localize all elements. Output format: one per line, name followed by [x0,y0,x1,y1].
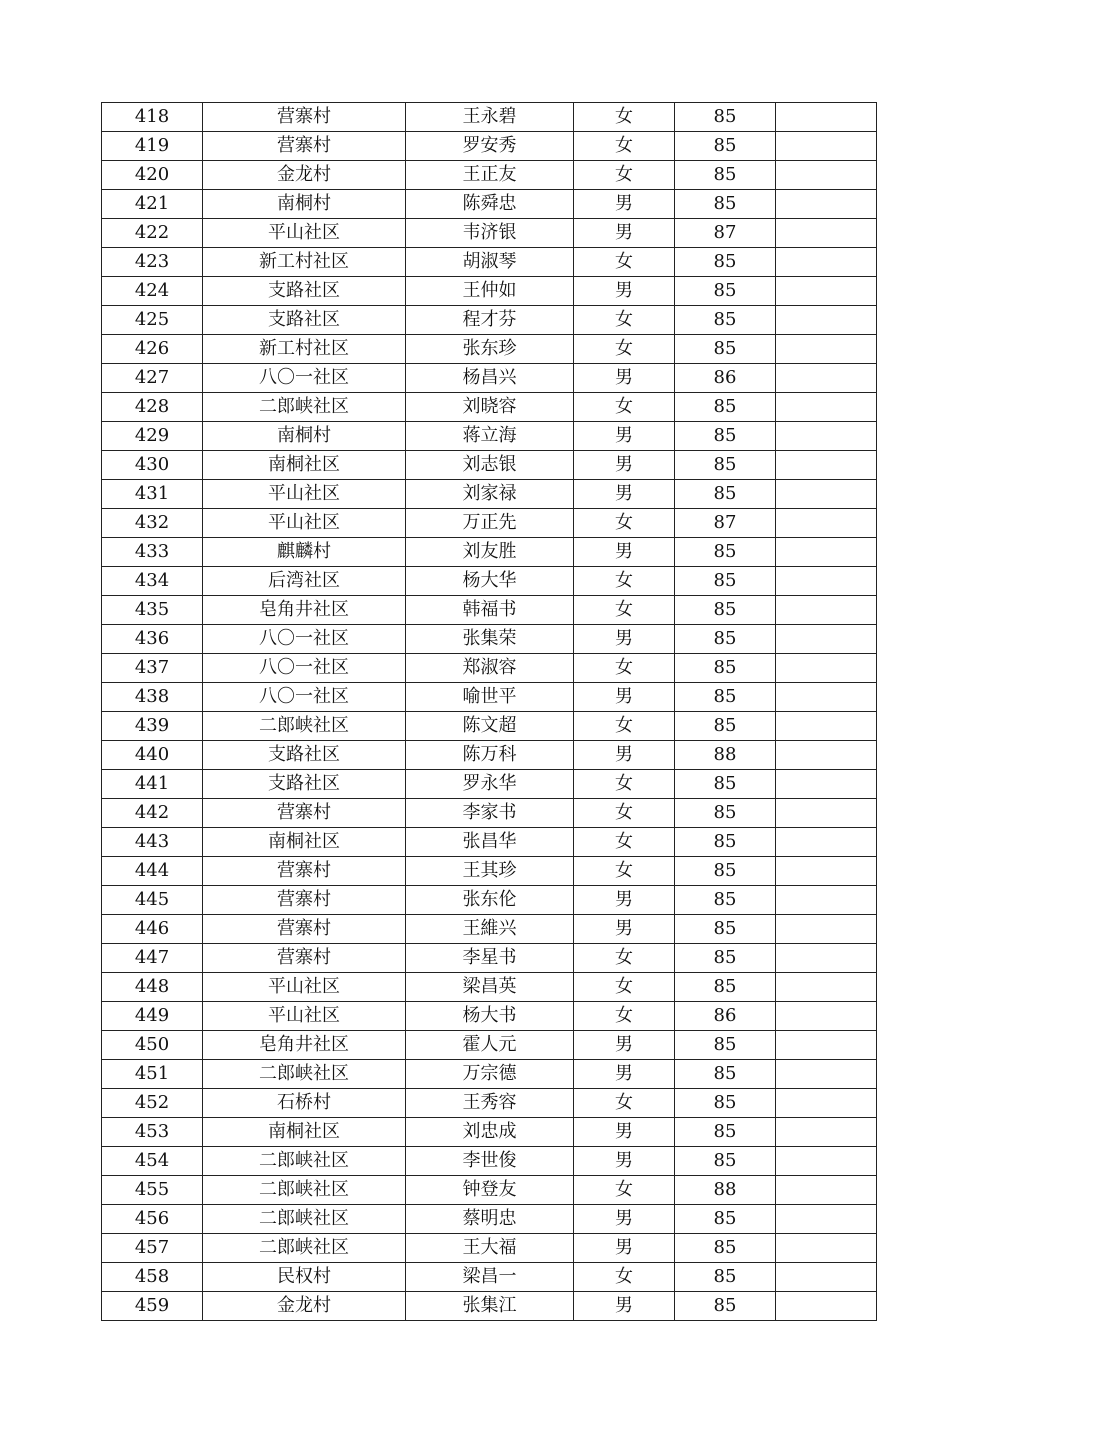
person-name-cell: 韩福书 [406,596,574,625]
community-cell: 八〇一社区 [203,625,406,654]
remark-cell [776,103,877,132]
person-name-cell: 陈文超 [406,712,574,741]
person-name-cell: 刘友胜 [406,538,574,567]
table-row [102,161,877,190]
person-name-cell: 程才芬 [406,306,574,335]
age-cell: 85 [675,683,776,712]
row-number-cell: 435 [102,596,203,625]
community-cell: 皂角井社区 [203,1031,406,1060]
gender-cell: 男 [574,1147,675,1176]
remark-cell [776,799,877,828]
person-name-cell: 王其珍 [406,857,574,886]
person-name-cell: 刘忠成 [406,1118,574,1147]
person-name-cell: 刘志银 [406,451,574,480]
age-cell: 85 [675,828,776,857]
remark-cell [776,1147,877,1176]
age-cell: 85 [675,1205,776,1234]
gender-cell: 男 [574,683,675,712]
remark-cell [776,625,877,654]
table-row [102,509,877,538]
person-name-cell: 蒋立海 [406,422,574,451]
table-row [102,306,877,335]
table-row [102,335,877,364]
gender-cell: 女 [574,161,675,190]
row-number-cell: 452 [102,1089,203,1118]
table-row [102,1205,877,1234]
table-row [102,103,877,132]
row-number-cell: 426 [102,335,203,364]
table-row [102,248,877,277]
row-number-cell: 433 [102,538,203,567]
community-cell: 新工村社区 [203,335,406,364]
table-row [102,973,877,1002]
gender-cell: 女 [574,1263,675,1292]
age-cell: 88 [675,741,776,770]
community-cell: 二郎峡社区 [203,1147,406,1176]
age-cell: 85 [675,596,776,625]
person-name-cell: 罗永华 [406,770,574,799]
person-name-cell: 李星书 [406,944,574,973]
row-number-cell: 419 [102,132,203,161]
community-cell: 营寨村 [203,103,406,132]
remark-cell [776,393,877,422]
row-number-cell: 451 [102,1060,203,1089]
row-number-cell: 443 [102,828,203,857]
table-row [102,1176,877,1205]
remark-cell [776,828,877,857]
person-name-cell: 王仲如 [406,277,574,306]
table-row [102,1292,877,1321]
table-row [102,654,877,683]
row-number-cell: 437 [102,654,203,683]
row-number-cell: 455 [102,1176,203,1205]
row-number-cell: 427 [102,364,203,393]
gender-cell: 女 [574,248,675,277]
remark-cell [776,1205,877,1234]
age-cell: 85 [675,886,776,915]
person-name-cell: 刘家禄 [406,480,574,509]
age-cell: 85 [675,712,776,741]
gender-cell: 男 [574,915,675,944]
table-row [102,712,877,741]
remark-cell [776,944,877,973]
row-number-cell: 428 [102,393,203,422]
community-cell: 南桐社区 [203,1118,406,1147]
gender-cell: 女 [574,567,675,596]
row-number-cell: 421 [102,190,203,219]
table-row [102,857,877,886]
table-row [102,1263,877,1292]
row-number-cell: 454 [102,1147,203,1176]
age-cell: 88 [675,1176,776,1205]
community-cell: 八〇一社区 [203,364,406,393]
row-number-cell: 458 [102,1263,203,1292]
remark-cell [776,1292,877,1321]
table-row [102,1118,877,1147]
table-row [102,219,877,248]
row-number-cell: 436 [102,625,203,654]
age-cell: 85 [675,567,776,596]
gender-cell: 女 [574,509,675,538]
remark-cell [776,509,877,538]
age-cell: 85 [675,248,776,277]
community-cell: 皂角井社区 [203,596,406,625]
age-cell: 87 [675,509,776,538]
person-name-cell: 蔡明忠 [406,1205,574,1234]
community-cell: 二郎峡社区 [203,712,406,741]
table-row [102,886,877,915]
row-number-cell: 446 [102,915,203,944]
age-cell: 85 [675,190,776,219]
person-name-cell: 刘晓容 [406,393,574,422]
community-cell: 支路社区 [203,741,406,770]
row-number-cell: 422 [102,219,203,248]
roster-table-body [102,103,877,1321]
row-number-cell: 440 [102,741,203,770]
gender-cell: 男 [574,886,675,915]
gender-cell: 男 [574,219,675,248]
table-row [102,567,877,596]
remark-cell [776,480,877,509]
age-cell: 85 [675,799,776,828]
person-name-cell: 王維兴 [406,915,574,944]
person-name-cell: 郑淑容 [406,654,574,683]
community-cell: 南桐社区 [203,828,406,857]
gender-cell: 女 [574,103,675,132]
table-row [102,1089,877,1118]
community-cell: 营寨村 [203,799,406,828]
age-cell: 85 [675,770,776,799]
remark-cell [776,915,877,944]
remark-cell [776,1002,877,1031]
person-name-cell: 霍人元 [406,1031,574,1060]
table-row [102,683,877,712]
gender-cell: 男 [574,190,675,219]
community-cell: 平山社区 [203,973,406,1002]
gender-cell: 女 [574,1176,675,1205]
age-cell: 85 [675,132,776,161]
remark-cell [776,1263,877,1292]
age-cell: 86 [675,364,776,393]
remark-cell [776,1176,877,1205]
remark-cell [776,248,877,277]
gender-cell: 男 [574,1292,675,1321]
table-row [102,480,877,509]
remark-cell [776,596,877,625]
person-name-cell: 万正先 [406,509,574,538]
row-number-cell: 418 [102,103,203,132]
age-cell: 85 [675,451,776,480]
row-number-cell: 431 [102,480,203,509]
community-cell: 营寨村 [203,132,406,161]
row-number-cell: 439 [102,712,203,741]
remark-cell [776,161,877,190]
row-number-cell: 442 [102,799,203,828]
person-name-cell: 万宗德 [406,1060,574,1089]
community-cell: 八〇一社区 [203,654,406,683]
table-row [102,770,877,799]
age-cell: 87 [675,219,776,248]
community-cell: 后湾社区 [203,567,406,596]
person-name-cell: 胡淑琴 [406,248,574,277]
person-name-cell: 王正友 [406,161,574,190]
person-name-cell: 张集江 [406,1292,574,1321]
gender-cell: 男 [574,741,675,770]
row-number-cell: 432 [102,509,203,538]
row-number-cell: 449 [102,1002,203,1031]
gender-cell: 女 [574,799,675,828]
row-number-cell: 457 [102,1234,203,1263]
table-row [102,451,877,480]
table-row [102,393,877,422]
row-number-cell: 448 [102,973,203,1002]
person-name-cell: 张东珍 [406,335,574,364]
gender-cell: 女 [574,857,675,886]
gender-cell: 男 [574,1205,675,1234]
community-cell: 金龙村 [203,1292,406,1321]
community-cell: 营寨村 [203,857,406,886]
age-cell: 85 [675,1060,776,1089]
community-cell: 二郎峡社区 [203,1176,406,1205]
age-cell: 85 [675,538,776,567]
remark-cell [776,741,877,770]
gender-cell: 女 [574,944,675,973]
gender-cell: 男 [574,1060,675,1089]
gender-cell: 女 [574,1089,675,1118]
remark-cell [776,219,877,248]
table-row [102,1060,877,1089]
remark-cell [776,1060,877,1089]
gender-cell: 男 [574,422,675,451]
community-cell: 南桐社区 [203,451,406,480]
remark-cell [776,567,877,596]
remark-cell [776,1089,877,1118]
age-cell: 85 [675,1147,776,1176]
person-name-cell: 王秀容 [406,1089,574,1118]
row-number-cell: 447 [102,944,203,973]
table-row [102,915,877,944]
person-name-cell: 钟登友 [406,1176,574,1205]
age-cell: 85 [675,277,776,306]
community-cell: 平山社区 [203,219,406,248]
table-row [102,1002,877,1031]
table-row [102,364,877,393]
gender-cell: 男 [574,538,675,567]
gender-cell: 男 [574,1118,675,1147]
age-cell: 85 [675,625,776,654]
age-cell: 85 [675,1234,776,1263]
community-cell: 支路社区 [203,277,406,306]
community-cell: 麒麟村 [203,538,406,567]
row-number-cell: 434 [102,567,203,596]
age-cell: 85 [675,393,776,422]
gender-cell: 女 [574,335,675,364]
row-number-cell: 429 [102,422,203,451]
age-cell: 85 [675,161,776,190]
person-name-cell: 杨昌兴 [406,364,574,393]
table-row [102,422,877,451]
person-name-cell: 罗安秀 [406,132,574,161]
gender-cell: 男 [574,277,675,306]
remark-cell [776,886,877,915]
age-cell: 85 [675,1118,776,1147]
community-cell: 石桥村 [203,1089,406,1118]
person-name-cell: 杨大华 [406,567,574,596]
remark-cell [776,132,877,161]
community-cell: 支路社区 [203,306,406,335]
remark-cell [776,1234,877,1263]
person-name-cell: 张昌华 [406,828,574,857]
age-cell: 85 [675,915,776,944]
row-number-cell: 456 [102,1205,203,1234]
age-cell: 85 [675,654,776,683]
community-cell: 二郎峡社区 [203,1060,406,1089]
community-cell: 二郎峡社区 [203,393,406,422]
table-row [102,1234,877,1263]
person-name-cell: 韦济银 [406,219,574,248]
remark-cell [776,422,877,451]
gender-cell: 女 [574,596,675,625]
table-row [102,799,877,828]
remark-cell [776,712,877,741]
remark-cell [776,306,877,335]
person-name-cell: 李家书 [406,799,574,828]
remark-cell [776,770,877,799]
roster-table [101,102,877,1321]
community-cell: 南桐村 [203,190,406,219]
person-name-cell: 王永碧 [406,103,574,132]
table-row [102,538,877,567]
table-row [102,132,877,161]
remark-cell [776,857,877,886]
remark-cell [776,538,877,567]
person-name-cell: 梁昌英 [406,973,574,1002]
community-cell: 平山社区 [203,509,406,538]
row-number-cell: 459 [102,1292,203,1321]
person-name-cell: 李世俊 [406,1147,574,1176]
age-cell: 85 [675,944,776,973]
age-cell: 85 [675,1089,776,1118]
gender-cell: 男 [574,451,675,480]
table-row [102,1031,877,1060]
gender-cell: 女 [574,306,675,335]
remark-cell [776,277,877,306]
person-name-cell: 杨大书 [406,1002,574,1031]
gender-cell: 男 [574,1031,675,1060]
table-row [102,1147,877,1176]
person-name-cell: 王大福 [406,1234,574,1263]
row-number-cell: 441 [102,770,203,799]
row-number-cell: 430 [102,451,203,480]
person-name-cell: 张东伦 [406,886,574,915]
row-number-cell: 453 [102,1118,203,1147]
table-row [102,625,877,654]
gender-cell: 男 [574,364,675,393]
remark-cell [776,190,877,219]
table-row [102,596,877,625]
community-cell: 营寨村 [203,944,406,973]
age-cell: 85 [675,480,776,509]
gender-cell: 女 [574,393,675,422]
gender-cell: 女 [574,712,675,741]
gender-cell: 男 [574,1234,675,1263]
age-cell: 85 [675,306,776,335]
age-cell: 85 [675,422,776,451]
community-cell: 二郎峡社区 [203,1205,406,1234]
row-number-cell: 445 [102,886,203,915]
table-row [102,828,877,857]
community-cell: 二郎峡社区 [203,1234,406,1263]
row-number-cell: 438 [102,683,203,712]
gender-cell: 女 [574,132,675,161]
remark-cell [776,1031,877,1060]
gender-cell: 男 [574,625,675,654]
remark-cell [776,683,877,712]
age-cell: 85 [675,973,776,1002]
age-cell: 86 [675,1002,776,1031]
community-cell: 平山社区 [203,1002,406,1031]
community-cell: 南桐村 [203,422,406,451]
gender-cell: 女 [574,828,675,857]
remark-cell [776,973,877,1002]
age-cell: 85 [675,1292,776,1321]
community-cell: 民权村 [203,1263,406,1292]
remark-cell [776,654,877,683]
gender-cell: 男 [574,480,675,509]
person-name-cell: 梁昌一 [406,1263,574,1292]
remark-cell [776,335,877,364]
gender-cell: 女 [574,973,675,1002]
person-name-cell: 喻世平 [406,683,574,712]
person-name-cell: 陈万科 [406,741,574,770]
gender-cell: 女 [574,1002,675,1031]
age-cell: 85 [675,335,776,364]
age-cell: 85 [675,1031,776,1060]
remark-cell [776,1118,877,1147]
age-cell: 85 [675,857,776,886]
remark-cell [776,451,877,480]
table-row [102,944,877,973]
table-row [102,741,877,770]
community-cell: 平山社区 [203,480,406,509]
table-row [102,190,877,219]
remark-cell [776,364,877,393]
community-cell: 营寨村 [203,886,406,915]
community-cell: 新工村社区 [203,248,406,277]
community-cell: 金龙村 [203,161,406,190]
row-number-cell: 444 [102,857,203,886]
age-cell: 85 [675,103,776,132]
table-row [102,277,877,306]
age-cell: 85 [675,1263,776,1292]
row-number-cell: 425 [102,306,203,335]
person-name-cell: 张集荣 [406,625,574,654]
person-name-cell: 陈舜忠 [406,190,574,219]
gender-cell: 女 [574,654,675,683]
gender-cell: 女 [574,770,675,799]
row-number-cell: 423 [102,248,203,277]
community-cell: 八〇一社区 [203,683,406,712]
row-number-cell: 424 [102,277,203,306]
community-cell: 营寨村 [203,915,406,944]
community-cell: 支路社区 [203,770,406,799]
row-number-cell: 420 [102,161,203,190]
row-number-cell: 450 [102,1031,203,1060]
